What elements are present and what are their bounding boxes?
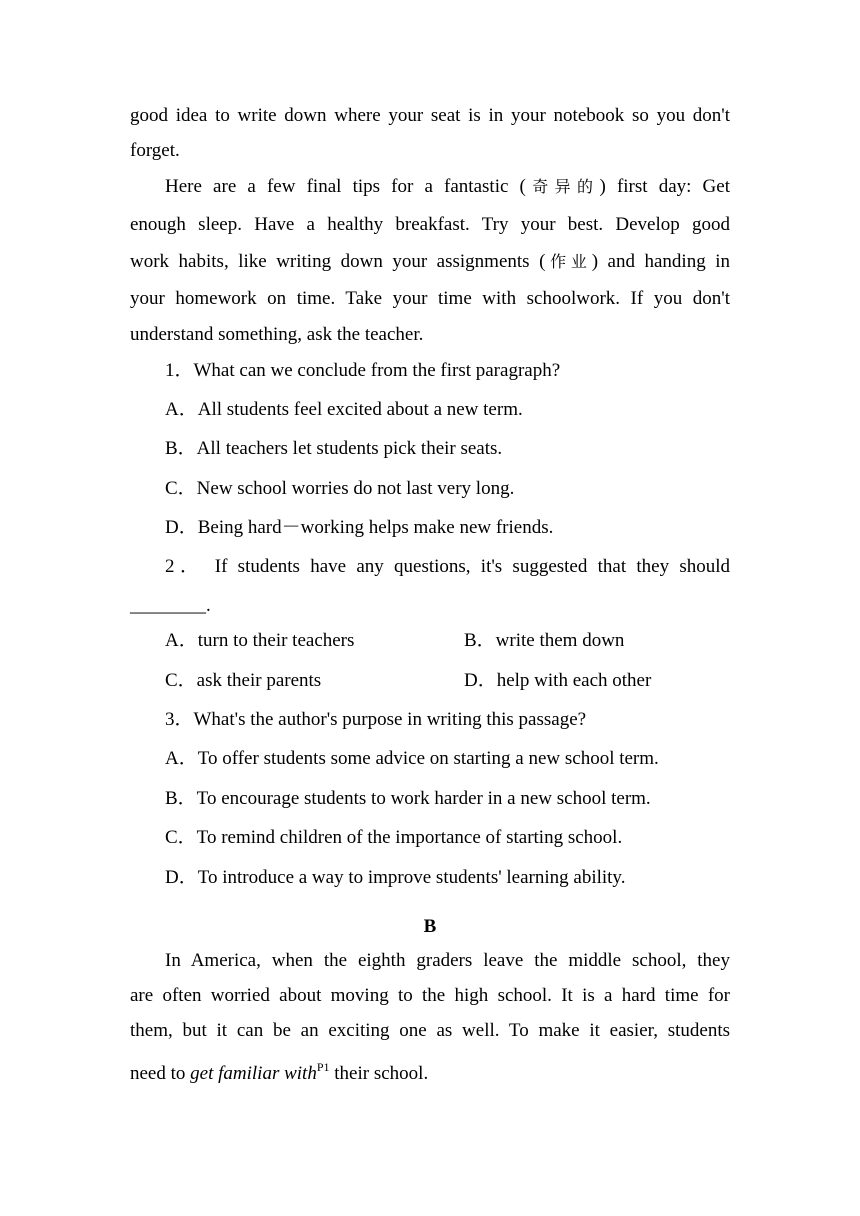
- paragraph-marker: P1: [316, 1060, 330, 1074]
- question-stem: 1．What can we conclude from the first paragraph?: [165, 360, 561, 381]
- text-span: Here are a few final tips for a fantastic (: [165, 176, 526, 197]
- italic-phrase: get familiar with: [190, 1063, 317, 1084]
- question-stem: 3．What's the author's purpose in writing this passage?: [165, 709, 587, 730]
- passage-line: enough sleep. Have a healthy breakfast. Try your best. Develop good: [130, 214, 730, 235]
- section-heading: B: [423, 916, 437, 937]
- passage-line: [130, 250, 730, 274]
- answer-option: A．turn to their teachers: [165, 630, 355, 651]
- passage-line: good idea to write down where your seat is in your notebook so you don't: [130, 105, 730, 126]
- answer-option: B．All teachers let students pick their seats.: [165, 438, 503, 459]
- answer-option: A．All students feel excited about a new term.: [165, 399, 523, 420]
- passage-line: your homework on time. Take your time with schoolwork. If you don't: [130, 288, 730, 309]
- question-stem: 2． If students have any questions, it's suggested that they should: [165, 556, 730, 577]
- passage-line: In America, when the eighth graders leave the middle school, they: [165, 950, 730, 971]
- text-span: their school.: [329, 1063, 429, 1084]
- answer-blank: ________.: [130, 595, 211, 616]
- answer-option: C．ask their parents: [165, 670, 322, 691]
- text-span: ) and handing in: [591, 251, 730, 272]
- answer-option: B．To encourage students to work harder in a new school term.: [165, 788, 651, 809]
- answer-option: B．write them down: [464, 630, 625, 651]
- answer-option: D．help with each other: [464, 670, 652, 691]
- passage-line: [130, 1055, 428, 1086]
- answer-option: C．New school worries do not last very long.: [165, 478, 515, 499]
- passage-line: [165, 175, 730, 199]
- answer-option: A．To offer students some advice on starting a new school term.: [165, 748, 659, 769]
- text-span: need to: [130, 1063, 191, 1084]
- text-span: work habits, like writing down your assignments (: [130, 251, 546, 272]
- passage-line: are often worried about moving to the high school. It is a hard time for: [130, 985, 730, 1006]
- chinese-gloss: 奇异的: [525, 177, 600, 196]
- answer-option: D．Being hard－working helps make new friends.: [165, 517, 554, 538]
- answer-option: C．To remind children of the importance of starting school.: [165, 827, 623, 848]
- chinese-gloss: 作业: [545, 252, 592, 271]
- answer-option: D．To introduce a way to improve students' learning ability.: [165, 867, 626, 888]
- passage-line: understand something, ask the teacher.: [130, 324, 424, 345]
- text-span: ) first day: Get: [599, 176, 730, 197]
- passage-line: them, but it can be an exciting one as well. To make it easier, students: [130, 1020, 730, 1041]
- passage-line: forget.: [130, 140, 180, 161]
